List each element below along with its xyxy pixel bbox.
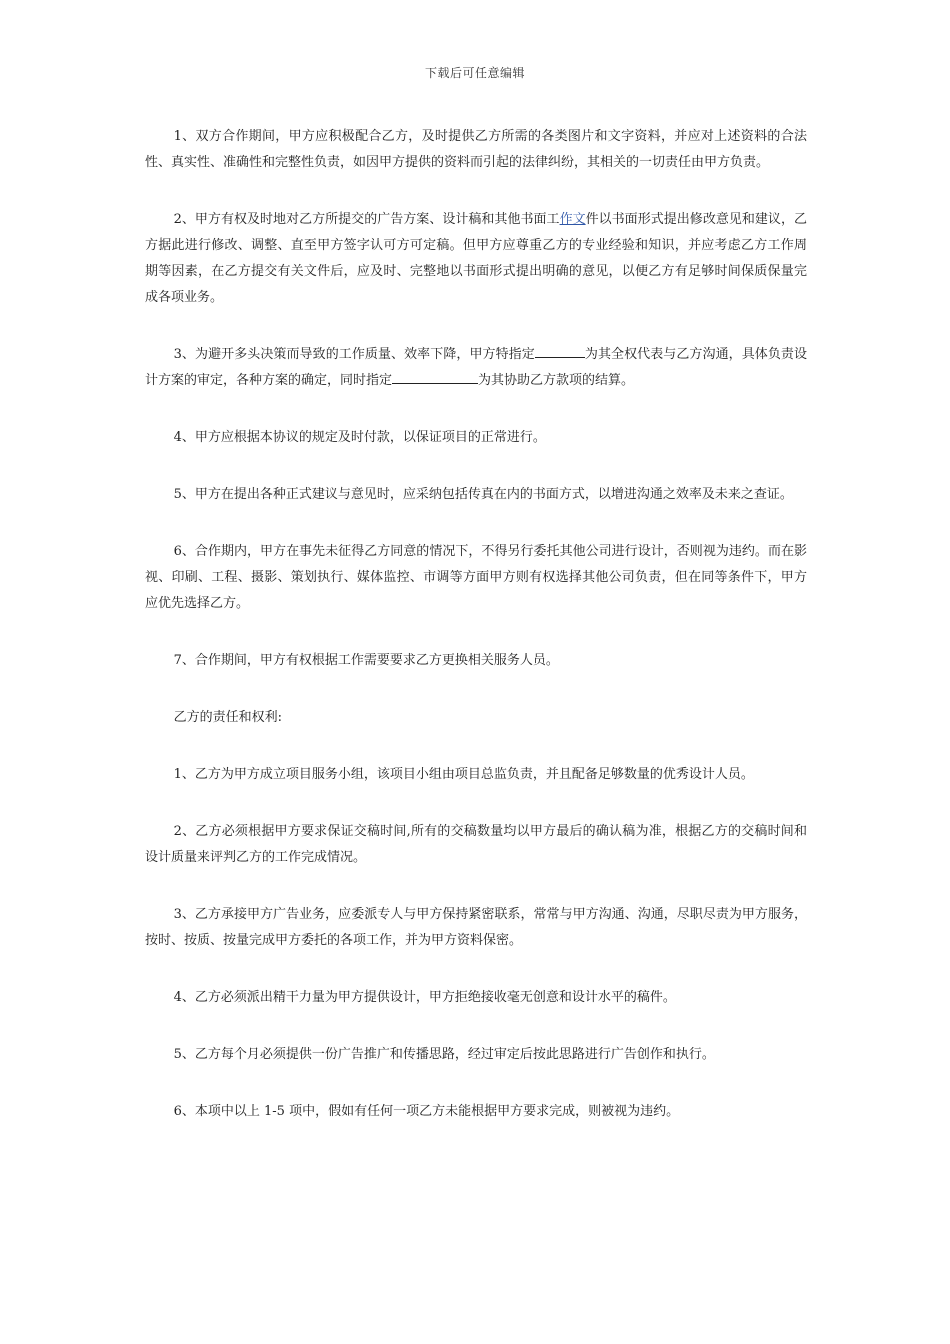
clause-b-3: 3、乙方承接甲方广告业务，应委派专人与甲方保持紧密联系，常常与甲方沟通、沟通，尽职尽责为甲方服务，按时、按质、按量完成甲方委托的各项工作，并为甲方资料保密。 (145, 907, 807, 948)
representative-blank[interactable] (535, 343, 585, 358)
document-body (145, 124, 807, 1156)
settlement-contact-blank[interactable] (392, 369, 478, 384)
clause-a-5: 5、甲方在提出各种正式建议与意见时，应采纳包括传真在内的书面方式，以增进沟通之效率及未来之查证。 (173, 487, 793, 502)
clause-b-5: 5、乙方每个月必须提供一份广告推广和传播思路，经过审定后按此思路进行广告创作和执行。 (173, 1047, 715, 1062)
clause-a-7: 7、合作期间，甲方有权根据工作需要要求乙方更换相关服务人员。 (173, 653, 559, 668)
clause-a-3-part3: 为其协助乙方款项的结算。 (478, 373, 635, 388)
clause-b-6: 6、本项中以上 1-5 项中，假如有任何一项乙方未能根据甲方要求完成，则被视为违约。 (173, 1104, 680, 1119)
clause-a-4: 4、甲方应根据本协议的规定及时付款，以保证项目的正常进行。 (173, 430, 546, 445)
clause-a-1: 1、双方合作期间，甲方应积极配合乙方，及时提供乙方所需的各类图片和文字资料，并应对上述资料的合法性、真实性、准确性和完整性负责，如因甲方提供的资料而引起的法律纠纷，其相关的一切责任由甲方负责。 (145, 129, 807, 170)
clause-a-6: 6、合作期内，甲方在事先未征得乙方同意的情况下，不得另行委托其他公司进行设计，否则视为违约。而在影视、印刷、工程、摄影、策划执行、媒体监控、市调等方面甲方则有权选择其他公司负责，但在同等条件下，甲方应优先选择乙方。 (145, 544, 807, 611)
clause-b-2: 2、乙方必须根据甲方要求保证交稿时间,所有的交稿数量均以甲方最后的确认稿为准，根据乙方的交稿时间和设计质量来评判乙方的工作完成情况。 (145, 824, 807, 865)
clause-a-3-part1: 3、为避开多头决策而导致的工作质量、效率下降，甲方特指定 (173, 347, 535, 362)
clause-b-4: 4、乙方必须派出精干力量为甲方提供设计，甲方拒绝接收毫无创意和设计水平的稿件。 (173, 990, 676, 1005)
inline-link-zuowen[interactable]: 作文 (559, 212, 586, 227)
clause-a-3 (145, 342, 807, 394)
clause-a-3-part2: 为其全权代表与乙方沟通，具体负责设计方案的审定，各种方案的确定，同时指定 (145, 347, 807, 388)
clause-b-1: 1、乙方为甲方成立项目服务小组，该项目小组由项目总监负责，并且配备足够数量的优秀设计人员。 (173, 767, 754, 782)
clause-a-2-before: 2、甲方有权及时地对乙方所提交的广告方案、设计稿和其他书面工 (173, 212, 560, 227)
section-heading-party-b: 乙方的责任和权利: (173, 710, 282, 725)
clause-a-2 (145, 207, 807, 311)
page-header-note: 下载后可任意编辑 (424, 66, 525, 80)
clause-a-2-after: 件以书面形式提出修改意见和建议，乙方据此进行修改、调整、直至甲方签字认可方可定稿。但甲方应尊重乙方的专业经验和知识，并应考虑乙方工作周期等因素，在乙方提交有关文件后，应及时、完整地以书面形式提出明确的意见，以便乙方有足够时间保质保量完成各项业务。 (145, 212, 807, 305)
